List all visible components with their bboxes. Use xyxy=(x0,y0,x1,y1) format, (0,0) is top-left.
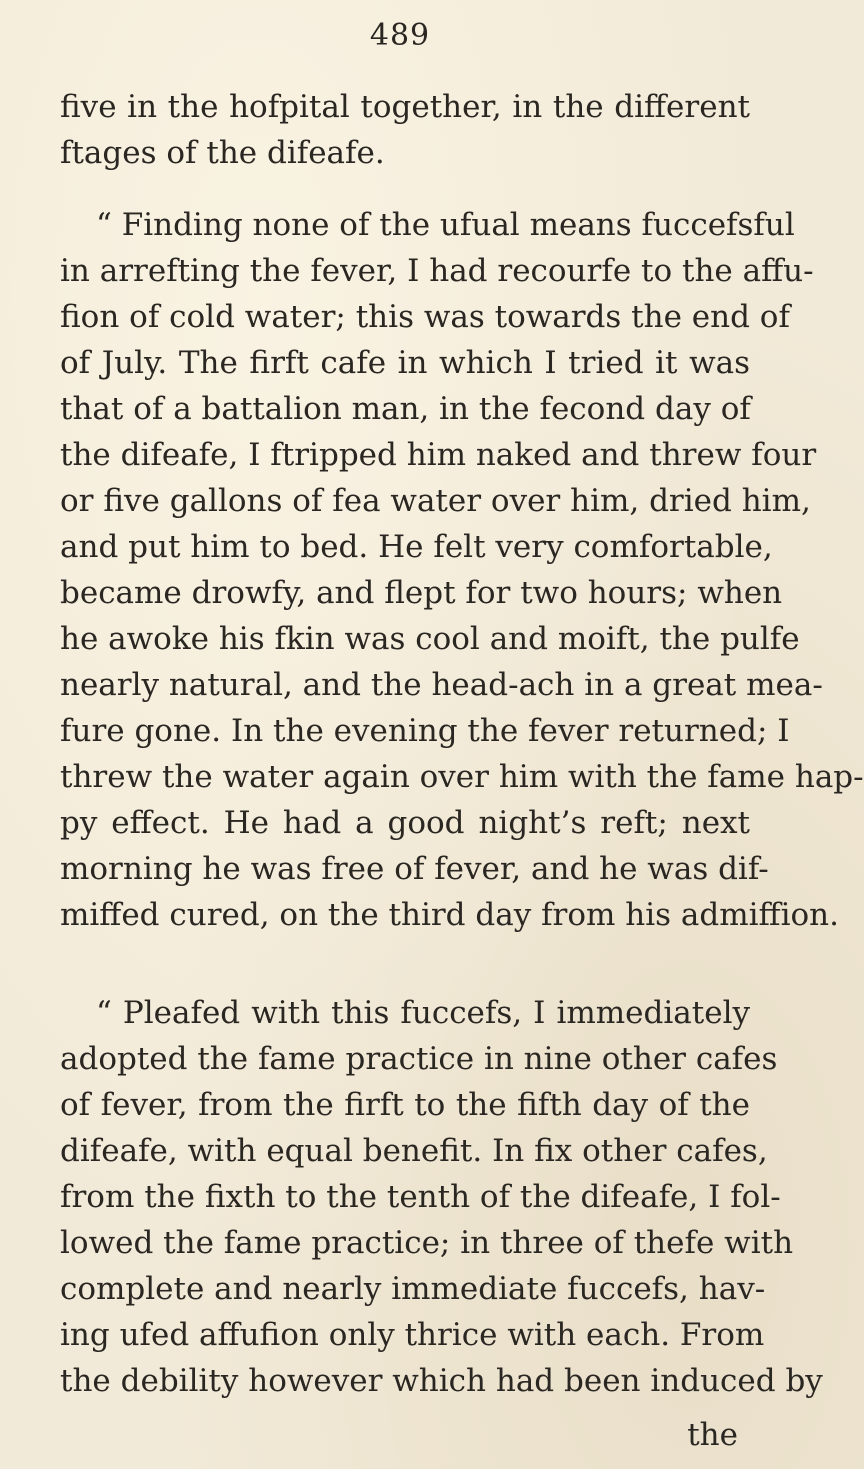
text-line: the debility however which had been induced by xyxy=(60,1363,823,1399)
text-line: difeafe, with equal benefit. In fix other cafes, xyxy=(60,1133,768,1169)
text-line: py effect. He had a good night’s reft; next xyxy=(60,805,750,841)
text-line: became drowfy, and flept for two hours; when xyxy=(60,575,783,611)
text-line: he awoke his fkin was cool and moift, the pulfe xyxy=(60,621,800,657)
text-line: fure gone. In the evening the fever returned; I xyxy=(60,713,790,749)
text-line: that of a battalion man, in the fecond day of xyxy=(60,391,751,427)
text-line: threw the water again over him with the fame hap- xyxy=(60,759,864,795)
text-line: miffed cured, on the third day from his admiffion. xyxy=(60,897,839,933)
text-line: and put him to bed. He felt very comfortable, xyxy=(60,529,773,565)
text-line: adopted the fame practice in nine other cafes xyxy=(60,1041,778,1077)
text-line: morning he was free of fever, and he was dif- xyxy=(60,851,769,887)
text-line: ftages of the difeafe. xyxy=(60,135,385,171)
text-line: fion of cold water; this was towards the end of xyxy=(60,299,790,335)
text-line: ing ufed affufion only thrice with each. From xyxy=(60,1317,765,1353)
catchword: the xyxy=(687,1417,738,1453)
text-line: or five gallons of fea water over him, dried him, xyxy=(60,483,811,519)
text-line: of fever, from the firft to the fifth day of the xyxy=(60,1087,750,1123)
text-line: lowed the fame practice; in three of thefe with xyxy=(60,1225,794,1261)
text-line: nearly natural, and the head-ach in a great mea- xyxy=(60,667,823,703)
page-number: 489 xyxy=(369,18,431,53)
text-line: five in the hofpital together, in the different xyxy=(60,89,750,125)
text-line: the difeafe, I ftripped him naked and threw four xyxy=(60,437,817,473)
text-line: from the fixth to the tenth of the difeafe, I fol- xyxy=(60,1179,781,1215)
text-line: complete and nearly immediate fuccefs, hav- xyxy=(60,1271,766,1307)
text-line: “ Finding none of the ufual means fuccefsful xyxy=(96,207,795,243)
text-line: in arrefting the fever, I had recourfe to the affu- xyxy=(60,253,814,289)
text-line: of July. The firft cafe in which I tried it was xyxy=(60,345,750,381)
text-line: “ Pleafed with this fuccefs, I immediately xyxy=(96,995,750,1031)
